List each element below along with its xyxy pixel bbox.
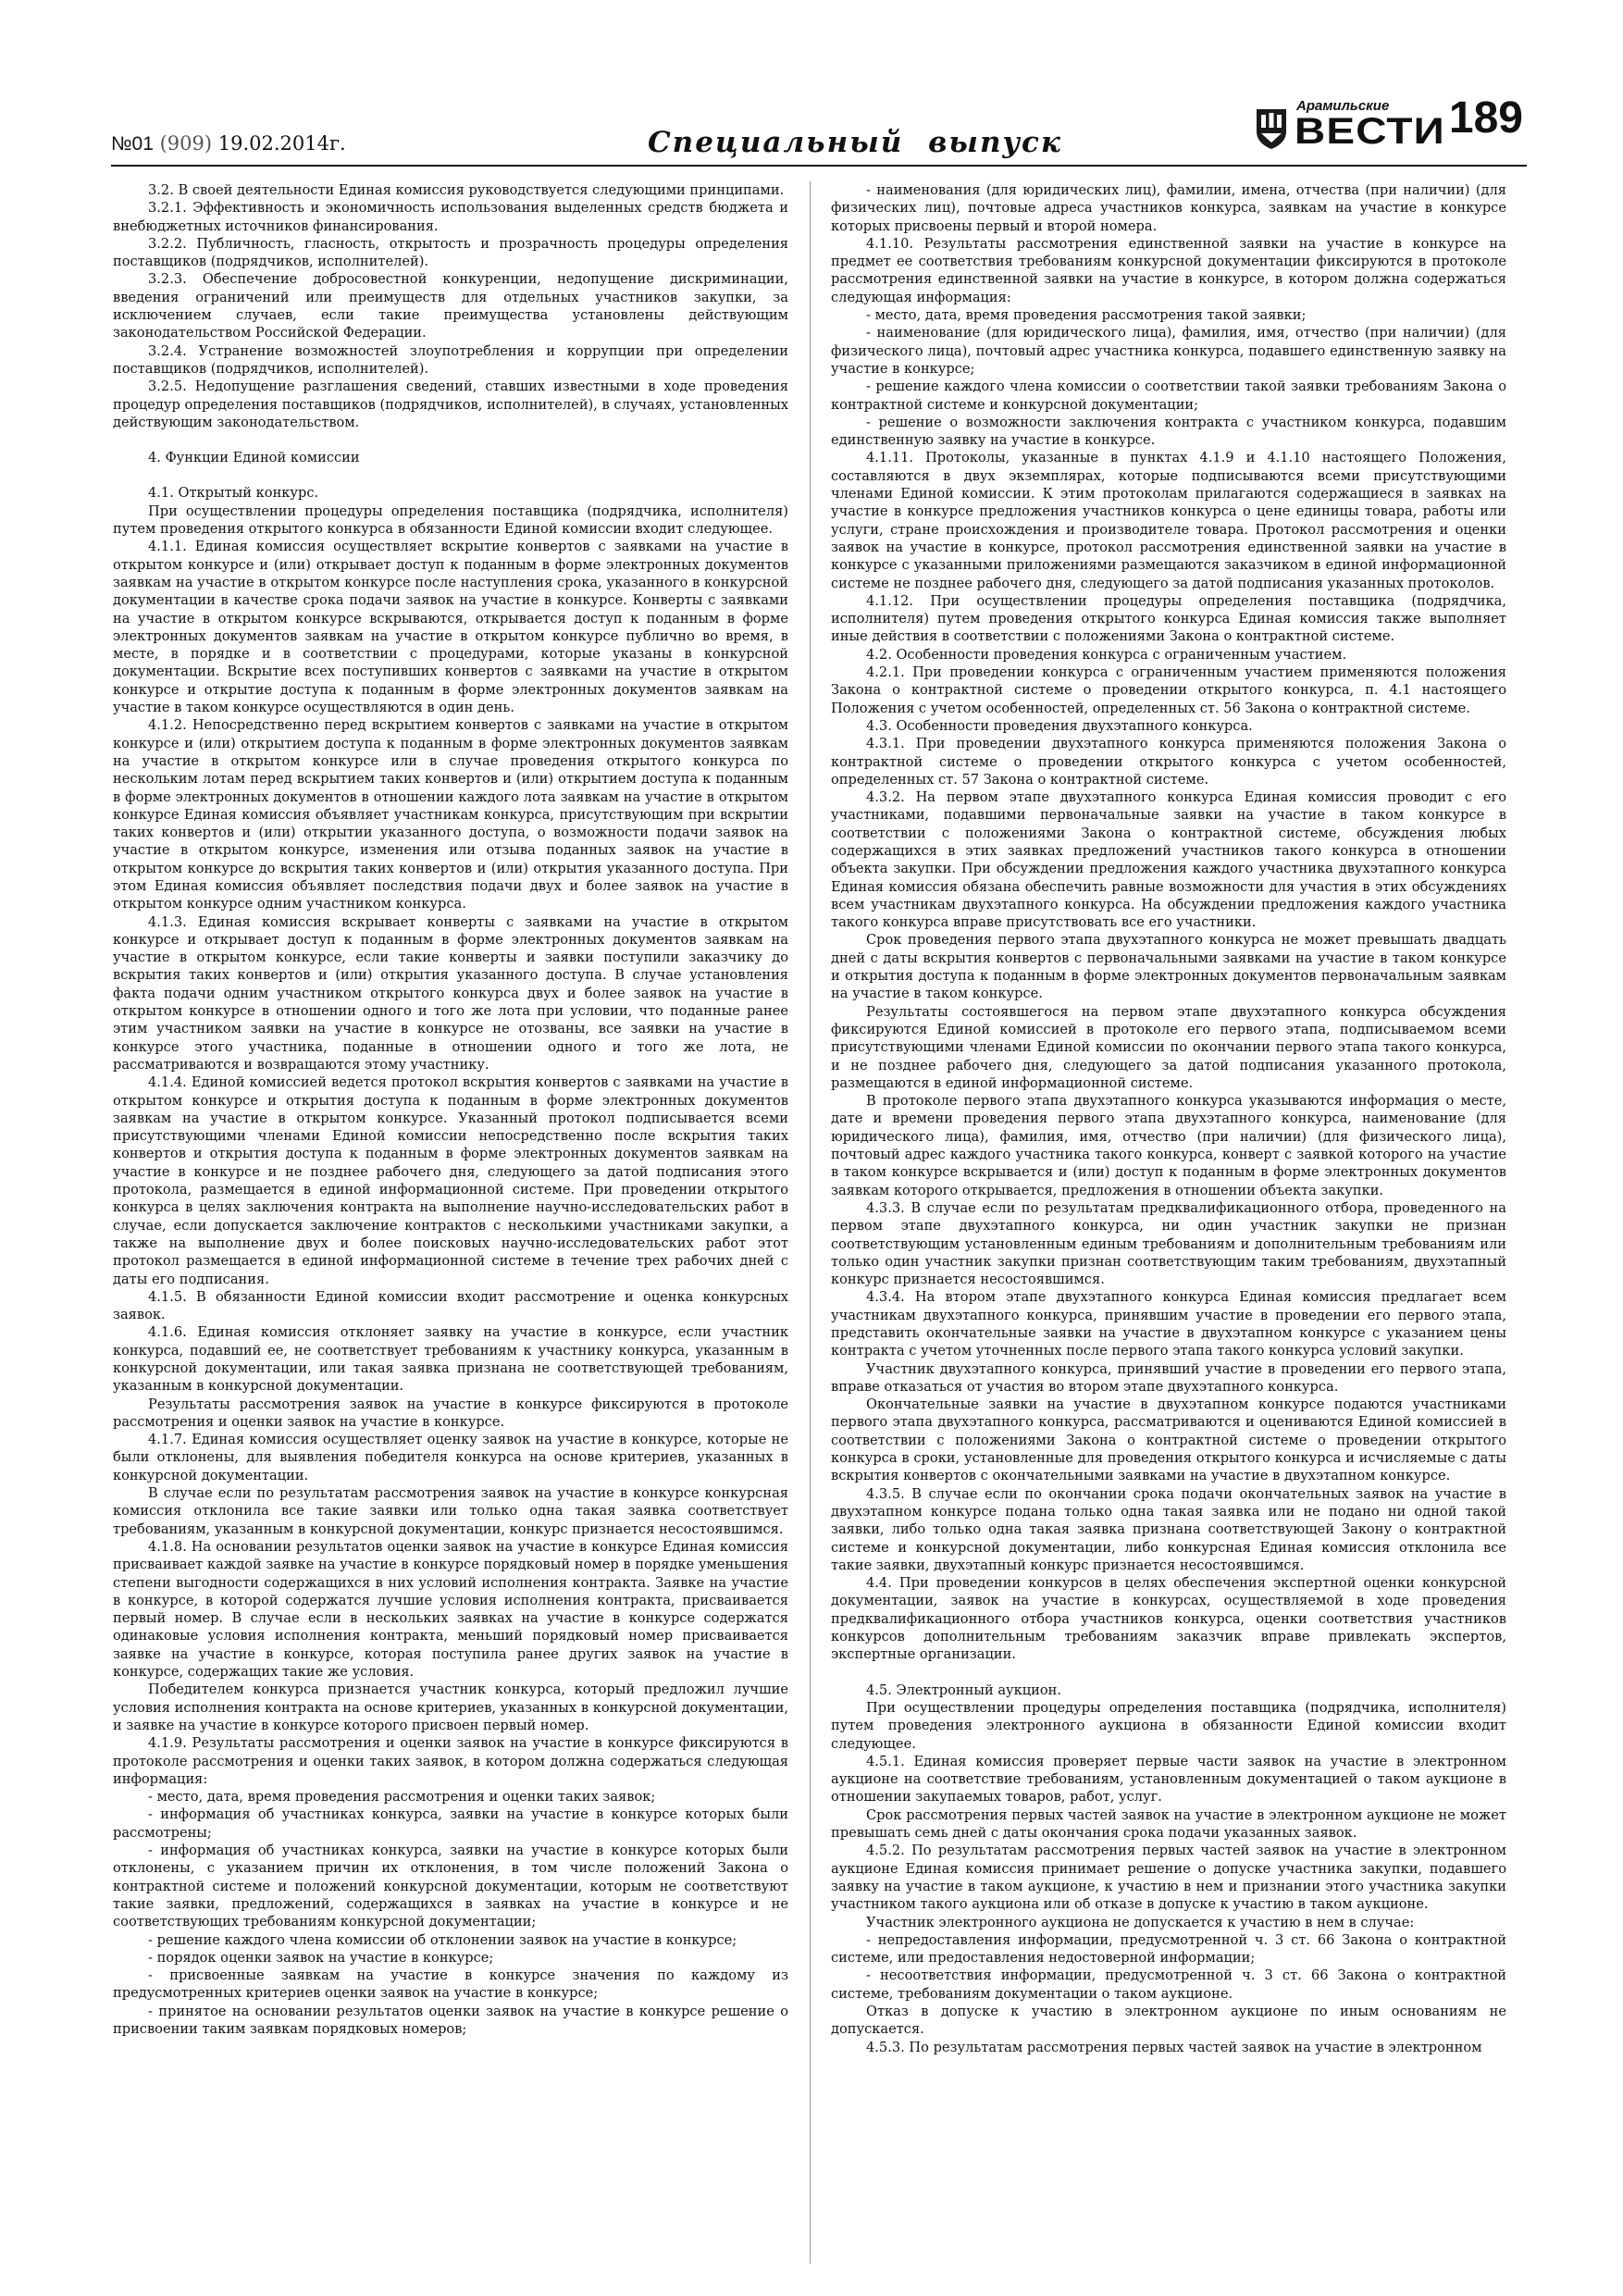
right-column <box>831 181 1506 2264</box>
paragraph: 4.1.4. Единой комиссией ведется протокол вскрытия конвертов с заявками на участие в открытом конкурсе и открытия доступа к поданным в форме электронных документов заявкам на участие в открытом конкурсе. Указанный протокол подписывается всеми присутствующими членами Единой комиссии непосредственно после вскрытия таких конвертов и открытия доступа к поданным в форме электронных документов заявкам на участие в конкурсе и не позднее рабочего дня, следующего за датой подписания этого протокола, размещается в единой информационной системе. При проведении открытого конкурса в целях заключения контракта на выполнение научно-исследовательских работ в случае, если допускается заключение контрактов с несколькими участниками закупки, а также на выполнение двух и более поисковых научно-исследовательских работ этот протокол размещается в единой информационной системе в течение трех рабочих дней с даты его подписания. <box>113 1074 788 1287</box>
paragraph: 4.1. Открытый конкурс. <box>148 485 319 502</box>
paragraph: 4.3.3. В случае если по результатам предквалификационного отбора, проведенного на первом этапе двухэтапного конкурса, ни один участник закупки не признан соответствующим установленным единым требованиям и дополнительным требованиям или только один участник закупки признан соответствующим таким требованиям, двухэтапный конкурс признается несостоявшимся. <box>831 1199 1506 1288</box>
paragraph: При осуществлении процедуры определения поставщика (подрядчика, исполнителя) путем проведения электронного аукциона в обязанности Единой комиссии входит следующее. <box>831 1699 1506 1752</box>
coat-of-arms-icon <box>1254 105 1289 150</box>
list-item: - несоответствия информации, предусмотренной ч. 3 ст. 66 Закона о контрактной системе, требованиям документации о таком аукционе. <box>831 1967 1506 2002</box>
list-item: - присвоенные заявкам на участие в конкурсе значения по каждому из предусмотренных критериев оценки заявок на участие в конкурсе; <box>113 1967 788 2002</box>
paragraph: 3.2.3. Обеспечение добросовестной конкуренции, недопущение дискриминации, введения ограничений или преимуществ для отдельных участников закупки, за исключением случаев, если такие преимущества установлены действующим законодательством Российской Федерации. <box>113 271 788 341</box>
paragraph: 4.3.4. На втором этапе двухэтапного конкурса Единая комиссия предлагает всем участникам двухэтапного конкурса, принявшим участие в проведении его первого этапа, представить окончательные заявки на участие в двухэтапном конкурсе с указанием цены контракта с учетом уточненных после первого этапа такого конкурса условий закупки. <box>831 1289 1506 1359</box>
header-rule <box>111 165 1527 167</box>
paragraph: Результаты состоявшегося на первом этапе двухэтапного конкурса обсуждения фиксируются Единой комиссией в протоколе его первого этапа, подписываемом всеми присутствующими членами Единой комиссии по окончании первого этапа такого конкурса, и не позднее рабочего дня, следующего за датой подписания указанного протокола, размещаются в единой информационной системе. <box>831 1003 1506 1091</box>
paragraph: 3.2. В своей деятельности Единая комиссия руководствуется следующими принципами. <box>148 182 785 198</box>
paragraph: 4.3.5. В случае если по окончании срока подачи окончательных заявок на участие в двухэтапном конкурсе подана только одна такая заявка или не подано ни одной такой заявки, либо только одна такая заявка признана соответствующей Закону о контрактной системе и конкурсной документации, либо конкурсная Единая комиссия отклонила все такие заявки, двухэтапный конкурс признается несостоявшимся. <box>831 1485 1506 1573</box>
paragraph: 4.1.6. Единая комиссия отклоняет заявку на участие в конкурсе, если участник конкурса, подавший ее, не соответствует требованиям к участнику конкурса, указанным в конкурсной документации, или такая заявка признана не соответствующей требованиям, указанным в конкурсной документации. <box>113 1324 788 1395</box>
issue-date: 19.02.2014г. <box>217 132 346 155</box>
page-header <box>111 93 1527 167</box>
newspaper-logo <box>1254 98 1445 155</box>
list-item: - информация об участниках конкурса, заявки на участие в конкурсе которых были отклонены, с указанием причин их отклонения, в том числе положений Закона о контрактной системе и положений конкурсной документации, которым не соответствуют такие заявки, предложений, содержащихся в заявках на участие в конкурсе и не соответствующих требованиям конкурсной документации; <box>113 1843 788 1930</box>
paragraph: 4.1.8. На основании результатов оценки заявок на участие в конкурсе Единая комиссия присваивает каждой заявке на участие в конкурсе порядковый номер в порядке уменьшения степени выгодности содержащихся в них условий исполнения контракта. Заявке на участие в конкурсе, в которой содержатся лучшие условия исполнения контракта, присваивается первый номер. В случае если в нескольких заявках на участие в конкурсе содержатся одинаковые условия исполнения контракта, меньший порядковый номер присваивается заявке на участие в конкурсе, которая поступила ранее других заявок на участие в конкурсе, содержащих такие же условия. <box>113 1538 788 1681</box>
logo-title: ВЕСТИ <box>1295 111 1445 152</box>
list-item: - решение каждого члена комиссии о соответствии такой заявки требованиям Закона о контрактной системе и конкурсной документации; <box>831 379 1506 413</box>
paragraph: 4.1.2. Непосредственно перед вскрытием конвертов с заявками на участие в открытом конкурсе и (или) открытием доступа к поданным в форме электронных документов заявкам на участие в открытом конкурсе или в случае проведения открытого конкурса по нескольким лотам перед вскрытием таких конвертов и (или) открытием доступа к поданным в форме электронных документов в отношении каждого лота заявкам на участие в открытом конкурсе Единая комиссия объявляет участникам конкурса, присутствующим при вскрытии таких конвертов и (или) открытии указанного доступа, о возможности подачи заявок на участие в открытом конкурсе, изменения или отзыва поданных заявок на участие в открытом конкурсе до вскрытия таких конвертов и (или) открытия указанного доступа. При этом Единая комиссия объявляет последствия подачи двух и более заявок на участие в открытом конкурсе одним участником конкурса. <box>113 717 788 912</box>
paragraph: В случае если по результатам рассмотрения заявок на участие в конкурсе конкурсная комиссия отклонила все такие заявки или только одна такая заявка соответствует требованиям, указанным в конкурсной документации, конкурс признается несостоявшимся. <box>113 1485 788 1537</box>
list-item: - порядок оценки заявок на участие в конкурсе; <box>148 1949 494 1966</box>
section-title: Специальный выпуск <box>648 126 1062 159</box>
paragraph: Окончательные заявки на участие в двухэтапном конкурсе подаются участниками первого этапа двухэтапного конкурса, рассматриваются и оцениваются Единой комиссией в соответствии с положениями Закона о контрактной системе о проведении открытого конкурса в сроки, установленные для проведения открытого конкурса и исчисляемые с даты вскрытия конвертов с окончательными заявками на участие в двухэтапном конкурсе. <box>831 1396 1506 1484</box>
list-item: - наименования (для юридических лиц), фамилии, имена, отчества (при наличии) (для физических лиц), почтовые адреса участников конкурса, заявкам на участие в конкурсе которых присвоены первый и второй номера. <box>831 182 1506 234</box>
issue-number: №01 <box>111 133 154 155</box>
paragraph: 4.1.9. Результаты рассмотрения и оценки заявок на участие в конкурсе фиксируются в протоколе рассмотрения и оценки таких заявок, в котором должна содержаться следующая информация: <box>113 1735 788 1787</box>
paragraph: 4.1.7. Единая комиссия осуществляет оценку заявок на участие в конкурсе, которые не были отклонены, для выявления победителя конкурса на основе критериев, указанных в конкурсной документации. <box>113 1432 788 1483</box>
paragraph: 4.3.1. При проведении двухэтапного конкурса применяются положения Закона о контрактной системе о проведении открытого конкурса с учетом особенностей, определенных ст. 57 Закона о контрактной системе. <box>831 736 1506 788</box>
list-item: - место, дата, время проведения рассмотрения и оценки таких заявок; <box>148 1789 656 1806</box>
paragraph: При осуществлении процедуры определения поставщика (подрядчика, исполнителя) путем проведения открытого конкурса в обязанности Единой комиссии входит следующее. <box>113 503 788 538</box>
paragraph: 3.2.1. Эффективность и экономичность использования выделенных средств бюджета и внебюджетных источников финансирования. <box>113 200 788 234</box>
paragraph: 3.2.5. Недопущение разглашения сведений, ставших известными в ходе проведения процедур определения поставщиков (подрядчиков, исполнителей), в случаях, установленных действующим законодательством. <box>113 379 788 430</box>
paragraph: Результаты рассмотрения заявок на участие в конкурсе фиксируются в протоколе рассмотрения и оценки заявок на участие в конкурсе. <box>113 1396 788 1430</box>
paragraph: 4.5.3. По результатам рассмотрения первых частей заявок на участие в электронном <box>866 2039 1482 2055</box>
paragraph: Срок проведения первого этапа двухэтапного конкурса не может превышать двадцать дней с даты вскрытия конвертов с первоначальными заявками на участие в таком конкурсе и открытия доступа к поданным в форме электронных документов первоначальным заявкам на участие в таком конкурсе. <box>831 932 1506 1002</box>
paragraph: 4.3. Особенности проведения двухэтапного конкурса. <box>866 717 1253 734</box>
paragraph: 4.4. При проведении конкурсов в целях обеспечения экспертной оценки конкурсной документации, заявок на участие в конкурсах, осуществляемой в ходе проведения предквалификационного отбора участников конкурса, оценки соответствия участников конкурсов дополнительным требованиям заказчик вправе привлекать экспертов, экспертные организации. <box>831 1575 1506 1663</box>
list-item: - принятое на основании результатов оценки заявок на участие в конкурсе решение о присвоении таким заявкам порядковых номеров; <box>113 2003 788 2037</box>
paragraph: 3.2.4. Устранение возможностей злоупотребления и коррупции при определении поставщиков (подрядчиков, исполнителей). <box>113 342 788 377</box>
paragraph: Отказ в допуске к участию в электронном аукционе по иным основаниям не допускается. <box>831 2003 1506 2038</box>
list-item: - решение о возможности заключения контракта с участником конкурса, подавшим единственную заявку на участие в конкурсе. <box>831 414 1506 449</box>
paragraph: 4.1.10. Результаты рассмотрения единственной заявки на участие в конкурсе на предмет ее соответствия требованиям конкурсной документации фиксируются в протоколе рассмотрения единственной заявки на участие в конкурсе, в котором должна содержаться следующая информация: <box>831 235 1506 305</box>
section-heading: 4. Функции Единой комиссии <box>148 450 360 466</box>
paragraph: Победителем конкурса признается участник конкурса, который предложил лучшие условия исполнения контракта на основе критериев, указанных в конкурсной документации, и заявке на участие в конкурсе которого присвоен первый номер. <box>113 1682 788 1733</box>
issue-info <box>111 132 346 155</box>
paragraph: 4.5.1. Единая комиссия проверяет первые части заявок на участие в электронном аукционе на соответствие требованиям, установленным документацией о таком аукционе в отношении закупаемых товаров, работ, услуг. <box>831 1753 1506 1806</box>
paragraph: Участник электронного аукциона не допускается к участию в нем в случае: <box>866 1914 1415 1930</box>
paragraph: В протоколе первого этапа двухэтапного конкурса указываются информация о месте, дате и времени проведения первого этапа двухэтапного конкурса, наименование (для юридического лица), фамилия, имя, отчество (при наличии) (для физического лица), почтовый адрес каждого участника такого конкурса, конверт с заявкой которого на участие в таком конкурсе вскрывается и (или) доступ к поданным в форме электронных документов заявкам которого открывается, предложения в отношении объекта закупки. <box>831 1093 1506 1198</box>
section-heading: 4.5. Электронный аукцион. <box>866 1682 1061 1698</box>
paragraph: 4.5.2. По результатам рассмотрения первых частей заявок на участие в электронном аукционе Единая комиссия принимает решение о допуске участника закупки, подавшего заявку на участие в таком аукционе, к участию в нем и признании этого участника закупки участником такого аукциона или об отказе в допуске к участию в таком аукционе. <box>831 1843 1506 1913</box>
list-item: - информация об участниках конкурса, заявки на участие в конкурсе которых были рассмотрены; <box>113 1806 788 1841</box>
logo-subtitle: Арамильские <box>1296 98 1390 114</box>
paragraph: 4.2. Особенности проведения конкурса с ограниченным участием. <box>866 646 1347 663</box>
paragraph: 4.3.2. На первом этапе двухэтапного конкурса Единая комиссия проводит с его участниками, подавшими первоначальные заявки на участие в таком конкурсе в соответствии с положениями Закона о контрактной системе, обсуждения любых содержащихся в этих заявках предложений участников такого конкурса в отношении объекта закупки. При обсуждении предложения каждого участника двухэтапного конкурса Единая комиссия обязана обеспечить равные возможности для участия в этих обсуждениях всем участникам двухэтапного конкурса. На обсуждении предложения каждого участника такого конкурса вправе присутствовать все его участники. <box>831 789 1506 931</box>
paragraph: 3.2.2. Публичность, гласность, открытость и прозрачность процедуры определения поставщиков (подрядчиков, исполнителей). <box>113 235 788 270</box>
paragraph: 4.1.5. В обязанности Единой комиссии входит рассмотрение и оценка конкурсных заявок. <box>113 1288 788 1323</box>
list-item: - место, дата, время проведения рассмотрения такой заявки; <box>866 307 1307 324</box>
list-item: - решение каждого члена комиссии об отклонении заявок на участие в конкурсе; <box>148 1931 737 1948</box>
paragraph: 4.2.1. При проведении конкурса с ограниченным участием применяются положения Закона о контрактной системе о проведении открытого конкурса, п. 4.1 настоящего Положения с учетом особенностей, определенных ст. 56 Закона о контрактной системе. <box>831 664 1506 716</box>
paragraph: 4.1.1. Единая комиссия осуществляет вскрытие конвертов с заявками на участие в открытом конкурсе и (или) открывает доступ к поданным в форме электронных документов заявкам на участие в открытом конкурсе после наступления срока, указанного в конкурсной документации в качестве срока подачи заявок на участие в конкурсе. Конверты с заявками на участие в открытом конкурсе вскрываются, открывается доступ к поданным в форме электронных документов заявкам на участие в открытом конкурсе публично во время, в месте, в порядке и в соответствии с процедурами, которые указаны в конкурсной документации. Вскрытие всех поступивших конвертов с заявками на участие в открытом конкурсе и открытие доступа к поданным в форме электронных документов заявкам на участие в таком конкурсе осуществляются в один день. <box>113 539 788 716</box>
paragraph: 4.1.3. Единая комиссия вскрывает конверты с заявками на участие в открытом конкурсе и открывает доступ к поданным в форме электронных документов заявкам на участие в открытом конкурсе, если такие конверты и заявки поступили заказчику до вскрытия таких конвертов и (или) открытия указанного доступа. В случае установления факта подачи одним участником открытого конкурса двух и более заявок на участие в открытом конкурсе в отношении одного и того же лота при условии, что поданные ранее этим участником заявки на участие в конкурсе не отозваны, все заявки на участие в конкурсе этого участника, поданные в отношении одного и того же лота, не рассматриваются и возвращаются этому участнику. <box>113 913 788 1073</box>
paragraph: 4.1.12. При осуществлении процедуры определения поставщика (подрядчика, исполнителя) путем проведения открытого конкурса Единая комиссия также выполняет иные действия в соответствии с положениями Закона о контрактной системе. <box>831 592 1506 645</box>
paragraph: Участник двухэтапного конкурса, принявший участие в проведении его первого этапа, вправе отказаться от участия во втором этапе двухэтапного конкурса. <box>831 1360 1506 1395</box>
left-column <box>113 181 788 2264</box>
page-number: 189 <box>1448 93 1523 143</box>
paragraph: Срок рассмотрения первых частей заявок на участие в электронном аукционе не может превышать семь дней с даты окончания срока подачи указанных заявок. <box>831 1806 1506 1842</box>
list-item: - наименование (для юридического лица), фамилия, имя, отчество (при наличии) (для физического лица), почтовый адрес участника конкурса, подавшего единственную заявку на участие в конкурсе; <box>831 325 1506 377</box>
column-divider <box>810 181 811 2264</box>
paragraph: 4.1.11. Протоколы, указанные в пунктах 4.1.9 и 4.1.10 настоящего Положения, составляются в двух экземплярах, которые подписываются всеми присутствующими членами Единой комиссии. К этим протоколам прилагаются содержащиеся в заявках на участие в конкурсе предложения участников конкурса о цене единицы товара, работы или услуги, стране происхождения и производителе товара. Протокол рассмотрения и оценки заявок на участие в конкурсе, протокол рассмотрения единственной заявки на участие в конкурсе с указанными приложениями размещаются заказчиком в единой информационной системе не позднее рабочего дня, следующего за датой подписания указанных протоколов. <box>831 450 1506 591</box>
list-item: - непредоставления информации, предусмотренной ч. 3 ст. 66 Закона о контрактной системе, или предоставления недостоверной информации; <box>831 1931 1506 1967</box>
issue-total: (909) <box>159 132 213 155</box>
